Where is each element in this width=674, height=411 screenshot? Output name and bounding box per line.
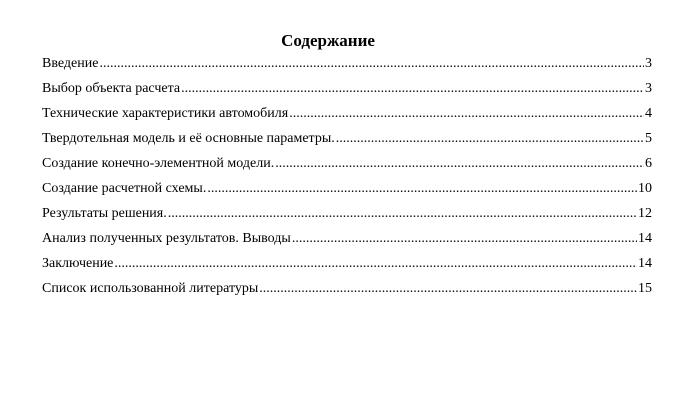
- toc-entry: [42, 176, 652, 201]
- toc-entry-page: 4: [645, 106, 652, 121]
- toc-entry-label: Твердотельная модель и её основные параметры.: [42, 131, 335, 146]
- toc-entry-page: 15: [638, 281, 652, 296]
- toc-entry-label: Выбор объекта расчета: [42, 81, 181, 96]
- toc-entry: [42, 126, 652, 151]
- toc-leader-dots: [289, 101, 644, 126]
- toc-entry-page: 6: [645, 156, 652, 171]
- toc-entry: [42, 226, 652, 251]
- toc-entry-page: 14: [638, 256, 652, 271]
- toc-leader-dots: [275, 151, 644, 176]
- toc-leader-dots: [292, 226, 637, 251]
- toc-entry-label: Технические характеристики автомобиля: [42, 106, 289, 121]
- toc-entry-label: Создание конечно-элементной модели.: [42, 156, 275, 171]
- toc-leader-dots: [336, 126, 644, 151]
- toc-leader-dots: [207, 176, 637, 201]
- toc-entry-label: Создание расчетной схемы.: [42, 181, 207, 196]
- toc-entry: [42, 51, 652, 76]
- toc-leader-dots: [181, 76, 644, 101]
- toc-entry-page: 5: [645, 131, 652, 146]
- toc-entry: [42, 151, 652, 176]
- toc-entry: [42, 101, 652, 126]
- toc-entry: [42, 76, 652, 101]
- toc-entry: [42, 251, 652, 276]
- toc-entry-label: Результаты решения.: [42, 206, 167, 221]
- toc-entry-label: Введение: [42, 56, 99, 71]
- toc-entry-label: Список использованной литературы: [42, 281, 259, 296]
- toc-leader-dots: [114, 251, 637, 276]
- toc-entry-page: 3: [645, 56, 652, 71]
- toc-entry-page: 10: [638, 181, 652, 196]
- toc-entry-label: Заключение: [42, 256, 114, 271]
- toc-entry-page: 12: [638, 206, 652, 221]
- toc-entry: [42, 276, 652, 301]
- toc-leader-dots: [259, 276, 637, 301]
- toc-entry-page: 14: [638, 231, 652, 246]
- toc-leader-dots: [168, 201, 637, 226]
- toc-entry: [42, 201, 652, 226]
- toc-entry-label: Анализ полученных результатов. Выводы: [42, 231, 291, 246]
- toc-list: [42, 51, 652, 301]
- toc-entry-page: 3: [645, 81, 652, 96]
- toc-title: Содержание: [281, 31, 375, 50]
- toc-leader-dots: [99, 51, 644, 76]
